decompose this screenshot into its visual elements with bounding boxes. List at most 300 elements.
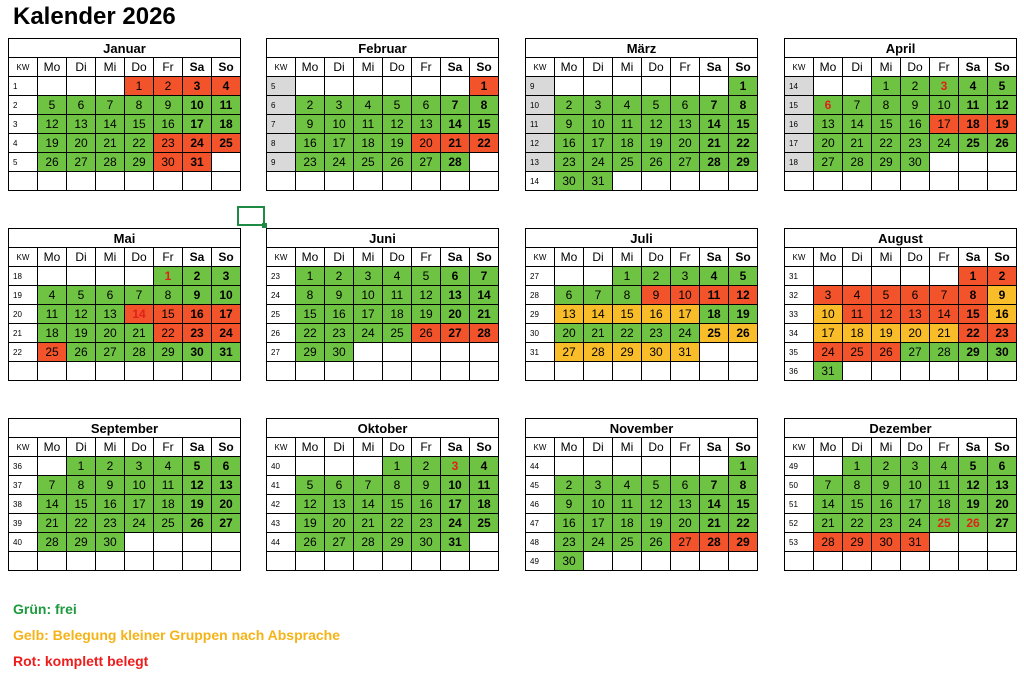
- day-cell[interactable]: 1: [613, 267, 642, 286]
- day-cell[interactable]: 7: [125, 286, 154, 305]
- empty-cell[interactable]: [872, 267, 901, 286]
- empty-cell[interactable]: [555, 267, 584, 286]
- day-cell[interactable]: 2: [988, 267, 1017, 286]
- day-cell[interactable]: 23: [872, 514, 901, 533]
- empty-cell[interactable]: [383, 343, 412, 362]
- day-cell[interactable]: 25: [354, 153, 383, 172]
- day-cell[interactable]: 15: [959, 305, 988, 324]
- day-cell[interactable]: 4: [700, 267, 729, 286]
- day-cell[interactable]: 9: [988, 286, 1017, 305]
- day-cell[interactable]: 28: [814, 533, 843, 552]
- day-cell[interactable]: 7: [470, 267, 499, 286]
- day-cell[interactable]: 24: [930, 134, 959, 153]
- day-cell[interactable]: 22: [296, 324, 325, 343]
- day-cell[interactable]: 31: [901, 533, 930, 552]
- day-cell[interactable]: 17: [183, 115, 212, 134]
- day-cell[interactable]: 17: [441, 495, 470, 514]
- day-cell[interactable]: 11: [470, 476, 499, 495]
- empty-cell[interactable]: [183, 172, 212, 191]
- day-cell[interactable]: 21: [470, 305, 499, 324]
- day-cell[interactable]: 24: [354, 324, 383, 343]
- day-cell[interactable]: 25: [959, 134, 988, 153]
- day-cell[interactable]: 14: [930, 305, 959, 324]
- empty-cell[interactable]: [700, 172, 729, 191]
- day-cell[interactable]: 6: [67, 96, 96, 115]
- empty-cell[interactable]: [872, 552, 901, 571]
- empty-cell[interactable]: [96, 362, 125, 381]
- day-cell[interactable]: 27: [901, 343, 930, 362]
- empty-cell[interactable]: [383, 77, 412, 96]
- day-cell[interactable]: 5: [67, 286, 96, 305]
- empty-cell[interactable]: [154, 533, 183, 552]
- day-cell[interactable]: 18: [354, 134, 383, 153]
- day-cell[interactable]: 29: [154, 343, 183, 362]
- day-cell[interactable]: 3: [901, 457, 930, 476]
- day-cell[interactable]: 8: [872, 96, 901, 115]
- day-cell[interactable]: 19: [872, 324, 901, 343]
- day-cell[interactable]: 13: [555, 305, 584, 324]
- day-cell[interactable]: 17: [671, 305, 700, 324]
- day-cell[interactable]: 28: [700, 153, 729, 172]
- empty-cell[interactable]: [930, 153, 959, 172]
- day-cell[interactable]: 19: [959, 495, 988, 514]
- day-cell[interactable]: 6: [901, 286, 930, 305]
- empty-cell[interactable]: [154, 552, 183, 571]
- empty-cell[interactable]: [296, 362, 325, 381]
- empty-cell[interactable]: [154, 362, 183, 381]
- empty-cell[interactable]: [441, 77, 470, 96]
- day-cell[interactable]: 6: [441, 267, 470, 286]
- day-cell[interactable]: 28: [700, 533, 729, 552]
- day-cell[interactable]: 20: [671, 514, 700, 533]
- empty-cell[interactable]: [959, 362, 988, 381]
- day-cell[interactable]: 23: [901, 134, 930, 153]
- empty-cell[interactable]: [700, 457, 729, 476]
- day-cell[interactable]: 21: [38, 514, 67, 533]
- day-cell[interactable]: 2: [96, 457, 125, 476]
- day-cell[interactable]: 14: [441, 115, 470, 134]
- empty-cell[interactable]: [441, 552, 470, 571]
- day-cell[interactable]: 16: [988, 305, 1017, 324]
- day-cell[interactable]: 14: [700, 115, 729, 134]
- day-cell[interactable]: 4: [354, 96, 383, 115]
- empty-cell[interactable]: [700, 77, 729, 96]
- day-cell[interactable]: 18: [470, 495, 499, 514]
- day-cell[interactable]: 26: [412, 324, 441, 343]
- day-cell[interactable]: 13: [96, 305, 125, 324]
- day-cell[interactable]: 30: [642, 343, 671, 362]
- day-cell[interactable]: 30: [901, 153, 930, 172]
- empty-cell[interactable]: [296, 457, 325, 476]
- day-cell[interactable]: 30: [154, 153, 183, 172]
- empty-cell[interactable]: [642, 362, 671, 381]
- day-cell[interactable]: 28: [441, 153, 470, 172]
- empty-cell[interactable]: [671, 362, 700, 381]
- day-cell[interactable]: 27: [67, 153, 96, 172]
- day-cell[interactable]: 29: [296, 343, 325, 362]
- day-cell[interactable]: 23: [412, 514, 441, 533]
- day-cell[interactable]: 9: [642, 286, 671, 305]
- day-cell[interactable]: 11: [700, 286, 729, 305]
- day-cell[interactable]: 21: [814, 514, 843, 533]
- day-cell[interactable]: 19: [67, 324, 96, 343]
- day-cell[interactable]: 3: [325, 96, 354, 115]
- day-cell[interactable]: 17: [125, 495, 154, 514]
- day-cell[interactable]: 8: [383, 476, 412, 495]
- day-cell[interactable]: 1: [843, 457, 872, 476]
- empty-cell[interactable]: [212, 533, 241, 552]
- day-cell[interactable]: 1: [470, 77, 499, 96]
- day-cell[interactable]: 27: [212, 514, 241, 533]
- empty-cell[interactable]: [729, 552, 758, 571]
- day-cell[interactable]: 13: [814, 115, 843, 134]
- empty-cell[interactable]: [38, 552, 67, 571]
- day-cell[interactable]: 8: [296, 286, 325, 305]
- day-cell[interactable]: 24: [183, 134, 212, 153]
- day-cell[interactable]: 16: [901, 115, 930, 134]
- day-cell[interactable]: 18: [959, 115, 988, 134]
- empty-cell[interactable]: [470, 362, 499, 381]
- empty-cell[interactable]: [96, 267, 125, 286]
- empty-cell[interactable]: [354, 172, 383, 191]
- day-cell[interactable]: 10: [584, 495, 613, 514]
- day-cell[interactable]: 26: [988, 134, 1017, 153]
- empty-cell[interactable]: [700, 552, 729, 571]
- day-cell[interactable]: 8: [729, 96, 758, 115]
- day-cell[interactable]: 22: [125, 134, 154, 153]
- empty-cell[interactable]: [125, 552, 154, 571]
- day-cell[interactable]: 4: [843, 286, 872, 305]
- day-cell[interactable]: 5: [296, 476, 325, 495]
- empty-cell[interactable]: [988, 172, 1017, 191]
- day-cell[interactable]: 7: [38, 476, 67, 495]
- empty-cell[interactable]: [441, 172, 470, 191]
- empty-cell[interactable]: [959, 153, 988, 172]
- day-cell[interactable]: 9: [555, 115, 584, 134]
- day-cell[interactable]: 14: [354, 495, 383, 514]
- empty-cell[interactable]: [67, 172, 96, 191]
- empty-cell[interactable]: [729, 362, 758, 381]
- empty-cell[interactable]: [642, 77, 671, 96]
- empty-cell[interactable]: [354, 77, 383, 96]
- day-cell[interactable]: 5: [872, 286, 901, 305]
- day-cell[interactable]: 14: [814, 495, 843, 514]
- day-cell[interactable]: 21: [96, 134, 125, 153]
- empty-cell[interactable]: [383, 172, 412, 191]
- day-cell[interactable]: 5: [988, 77, 1017, 96]
- day-cell[interactable]: 29: [729, 533, 758, 552]
- day-cell[interactable]: 21: [441, 134, 470, 153]
- empty-cell[interactable]: [959, 533, 988, 552]
- day-cell[interactable]: 16: [555, 514, 584, 533]
- empty-cell[interactable]: [930, 172, 959, 191]
- day-cell[interactable]: 4: [154, 457, 183, 476]
- day-cell[interactable]: 13: [212, 476, 241, 495]
- day-cell[interactable]: 8: [843, 476, 872, 495]
- day-cell[interactable]: 28: [470, 324, 499, 343]
- day-cell[interactable]: 7: [584, 286, 613, 305]
- empty-cell[interactable]: [843, 362, 872, 381]
- empty-cell[interactable]: [125, 533, 154, 552]
- day-cell[interactable]: 6: [988, 457, 1017, 476]
- day-cell[interactable]: 11: [613, 495, 642, 514]
- day-cell[interactable]: 21: [930, 324, 959, 343]
- empty-cell[interactable]: [125, 362, 154, 381]
- day-cell[interactable]: 18: [383, 305, 412, 324]
- day-cell[interactable]: 28: [354, 533, 383, 552]
- empty-cell[interactable]: [988, 533, 1017, 552]
- empty-cell[interactable]: [872, 362, 901, 381]
- day-cell[interactable]: 26: [729, 324, 758, 343]
- empty-cell[interactable]: [125, 172, 154, 191]
- empty-cell[interactable]: [412, 362, 441, 381]
- empty-cell[interactable]: [901, 552, 930, 571]
- day-cell[interactable]: 14: [700, 495, 729, 514]
- empty-cell[interactable]: [613, 362, 642, 381]
- day-cell[interactable]: 10: [671, 286, 700, 305]
- day-cell[interactable]: 3: [212, 267, 241, 286]
- day-cell[interactable]: 21: [700, 134, 729, 153]
- day-cell[interactable]: 6: [412, 96, 441, 115]
- day-cell[interactable]: 19: [412, 305, 441, 324]
- day-cell[interactable]: 22: [872, 134, 901, 153]
- empty-cell[interactable]: [700, 343, 729, 362]
- day-cell[interactable]: 12: [38, 115, 67, 134]
- empty-cell[interactable]: [325, 552, 354, 571]
- day-cell[interactable]: 14: [96, 115, 125, 134]
- empty-cell[interactable]: [613, 172, 642, 191]
- day-cell[interactable]: 6: [814, 96, 843, 115]
- day-cell[interactable]: 18: [700, 305, 729, 324]
- day-cell[interactable]: 31: [212, 343, 241, 362]
- day-cell[interactable]: 7: [843, 96, 872, 115]
- day-cell[interactable]: 30: [96, 533, 125, 552]
- day-cell[interactable]: 10: [325, 115, 354, 134]
- empty-cell[interactable]: [67, 362, 96, 381]
- day-cell[interactable]: 4: [212, 77, 241, 96]
- day-cell[interactable]: 24: [901, 514, 930, 533]
- day-cell[interactable]: 26: [183, 514, 212, 533]
- empty-cell[interactable]: [901, 267, 930, 286]
- empty-cell[interactable]: [814, 267, 843, 286]
- day-cell[interactable]: 3: [671, 267, 700, 286]
- day-cell[interactable]: 23: [325, 324, 354, 343]
- day-cell[interactable]: 1: [729, 457, 758, 476]
- day-cell[interactable]: 14: [584, 305, 613, 324]
- day-cell[interactable]: 27: [814, 153, 843, 172]
- day-cell[interactable]: 18: [38, 324, 67, 343]
- day-cell[interactable]: 3: [354, 267, 383, 286]
- empty-cell[interactable]: [383, 552, 412, 571]
- day-cell[interactable]: 15: [470, 115, 499, 134]
- day-cell[interactable]: 2: [555, 96, 584, 115]
- day-cell[interactable]: 14: [843, 115, 872, 134]
- empty-cell[interactable]: [412, 552, 441, 571]
- day-cell[interactable]: 20: [814, 134, 843, 153]
- day-cell[interactable]: 13: [412, 115, 441, 134]
- day-cell[interactable]: 20: [988, 495, 1017, 514]
- day-cell[interactable]: 24: [814, 343, 843, 362]
- day-cell[interactable]: 18: [613, 514, 642, 533]
- day-cell[interactable]: 22: [470, 134, 499, 153]
- day-cell[interactable]: 24: [441, 514, 470, 533]
- empty-cell[interactable]: [988, 153, 1017, 172]
- day-cell[interactable]: 19: [38, 134, 67, 153]
- day-cell[interactable]: 28: [125, 343, 154, 362]
- day-cell[interactable]: 26: [642, 153, 671, 172]
- empty-cell[interactable]: [212, 552, 241, 571]
- day-cell[interactable]: 8: [67, 476, 96, 495]
- day-cell[interactable]: 26: [642, 533, 671, 552]
- day-cell[interactable]: 15: [383, 495, 412, 514]
- empty-cell[interactable]: [470, 533, 499, 552]
- day-cell[interactable]: 26: [383, 153, 412, 172]
- day-cell[interactable]: 23: [183, 324, 212, 343]
- day-cell[interactable]: 16: [555, 134, 584, 153]
- day-cell[interactable]: 30: [872, 533, 901, 552]
- day-cell[interactable]: 18: [930, 495, 959, 514]
- empty-cell[interactable]: [38, 172, 67, 191]
- empty-cell[interactable]: [613, 457, 642, 476]
- day-cell[interactable]: 6: [96, 286, 125, 305]
- day-cell[interactable]: 13: [67, 115, 96, 134]
- day-cell[interactable]: 11: [212, 96, 241, 115]
- day-cell[interactable]: 25: [212, 134, 241, 153]
- empty-cell[interactable]: [441, 362, 470, 381]
- day-cell[interactable]: 1: [296, 267, 325, 286]
- day-cell[interactable]: 13: [901, 305, 930, 324]
- day-cell[interactable]: 31: [441, 533, 470, 552]
- empty-cell[interactable]: [959, 552, 988, 571]
- day-cell[interactable]: 12: [412, 286, 441, 305]
- day-cell[interactable]: 24: [584, 153, 613, 172]
- empty-cell[interactable]: [671, 457, 700, 476]
- day-cell[interactable]: 1: [729, 77, 758, 96]
- day-cell[interactable]: 22: [959, 324, 988, 343]
- day-cell[interactable]: 7: [96, 96, 125, 115]
- empty-cell[interactable]: [555, 362, 584, 381]
- empty-cell[interactable]: [354, 457, 383, 476]
- empty-cell[interactable]: [988, 362, 1017, 381]
- day-cell[interactable]: 23: [555, 533, 584, 552]
- day-cell[interactable]: 16: [412, 495, 441, 514]
- empty-cell[interactable]: [584, 362, 613, 381]
- day-cell[interactable]: 3: [125, 457, 154, 476]
- day-cell[interactable]: 10: [901, 476, 930, 495]
- day-cell[interactable]: 30: [555, 172, 584, 191]
- empty-cell[interactable]: [325, 457, 354, 476]
- day-cell[interactable]: 28: [843, 153, 872, 172]
- day-cell[interactable]: 12: [959, 476, 988, 495]
- empty-cell[interactable]: [901, 172, 930, 191]
- day-cell[interactable]: 4: [383, 267, 412, 286]
- day-cell[interactable]: 11: [354, 115, 383, 134]
- empty-cell[interactable]: [584, 457, 613, 476]
- empty-cell[interactable]: [212, 153, 241, 172]
- day-cell[interactable]: 21: [843, 134, 872, 153]
- empty-cell[interactable]: [412, 172, 441, 191]
- empty-cell[interactable]: [296, 172, 325, 191]
- day-cell[interactable]: 29: [125, 153, 154, 172]
- day-cell[interactable]: 29: [729, 153, 758, 172]
- day-cell[interactable]: 14: [38, 495, 67, 514]
- day-cell[interactable]: 12: [988, 96, 1017, 115]
- day-cell[interactable]: 7: [700, 96, 729, 115]
- day-cell[interactable]: 1: [959, 267, 988, 286]
- empty-cell[interactable]: [212, 362, 241, 381]
- day-cell[interactable]: 5: [412, 267, 441, 286]
- day-cell[interactable]: 29: [613, 343, 642, 362]
- empty-cell[interactable]: [613, 552, 642, 571]
- day-cell[interactable]: 21: [584, 324, 613, 343]
- day-cell[interactable]: 4: [613, 476, 642, 495]
- empty-cell[interactable]: [325, 362, 354, 381]
- empty-cell[interactable]: [412, 343, 441, 362]
- day-cell[interactable]: 19: [642, 134, 671, 153]
- day-cell[interactable]: 13: [671, 115, 700, 134]
- day-cell[interactable]: 23: [988, 324, 1017, 343]
- day-cell[interactable]: 5: [383, 96, 412, 115]
- empty-cell[interactable]: [354, 362, 383, 381]
- day-cell[interactable]: 1: [154, 267, 183, 286]
- day-cell[interactable]: 5: [729, 267, 758, 286]
- day-cell[interactable]: 24: [671, 324, 700, 343]
- day-cell[interactable]: 2: [325, 267, 354, 286]
- day-cell[interactable]: 21: [354, 514, 383, 533]
- day-cell[interactable]: 20: [901, 324, 930, 343]
- empty-cell[interactable]: [700, 362, 729, 381]
- day-cell[interactable]: 27: [671, 153, 700, 172]
- day-cell[interactable]: 27: [325, 533, 354, 552]
- day-cell[interactable]: 2: [296, 96, 325, 115]
- day-cell[interactable]: 9: [296, 115, 325, 134]
- empty-cell[interactable]: [729, 343, 758, 362]
- day-cell[interactable]: 3: [930, 77, 959, 96]
- empty-cell[interactable]: [470, 552, 499, 571]
- day-cell[interactable]: 17: [584, 514, 613, 533]
- day-cell[interactable]: 16: [872, 495, 901, 514]
- day-cell[interactable]: 25: [154, 514, 183, 533]
- day-cell[interactable]: 10: [183, 96, 212, 115]
- day-cell[interactable]: 23: [642, 324, 671, 343]
- day-cell[interactable]: 27: [441, 324, 470, 343]
- day-cell[interactable]: 18: [212, 115, 241, 134]
- day-cell[interactable]: 9: [412, 476, 441, 495]
- day-cell[interactable]: 9: [325, 286, 354, 305]
- day-cell[interactable]: 17: [901, 495, 930, 514]
- day-cell[interactable]: 4: [959, 77, 988, 96]
- day-cell[interactable]: 13: [988, 476, 1017, 495]
- empty-cell[interactable]: [642, 457, 671, 476]
- day-cell[interactable]: 12: [872, 305, 901, 324]
- day-cell[interactable]: 22: [154, 324, 183, 343]
- day-cell[interactable]: 26: [38, 153, 67, 172]
- empty-cell[interactable]: [38, 77, 67, 96]
- day-cell[interactable]: 28: [930, 343, 959, 362]
- day-cell[interactable]: 25: [38, 343, 67, 362]
- day-cell[interactable]: 19: [729, 305, 758, 324]
- day-cell[interactable]: 12: [383, 115, 412, 134]
- day-cell[interactable]: 8: [959, 286, 988, 305]
- day-cell[interactable]: 11: [38, 305, 67, 324]
- day-cell[interactable]: 12: [296, 495, 325, 514]
- day-cell[interactable]: 2: [642, 267, 671, 286]
- day-cell[interactable]: 19: [988, 115, 1017, 134]
- day-cell[interactable]: 15: [729, 115, 758, 134]
- day-cell[interactable]: 1: [67, 457, 96, 476]
- day-cell[interactable]: 10: [354, 286, 383, 305]
- day-cell[interactable]: 25: [700, 324, 729, 343]
